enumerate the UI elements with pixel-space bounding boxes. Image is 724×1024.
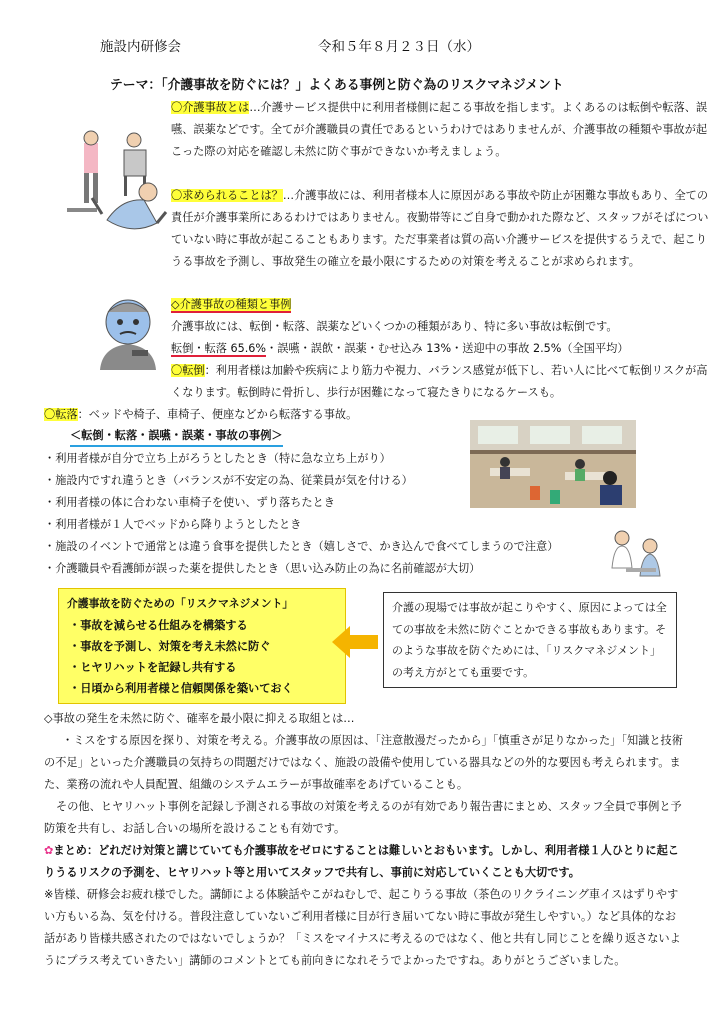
examples-title: ＜転倒・転落・誤嚥・誤薬・事故の事例＞ bbox=[70, 427, 283, 447]
accident-definition-heading: 〇介護事故とは bbox=[171, 101, 250, 114]
risk-item: ・事故を予測し、対策を考え未然に防ぐ bbox=[69, 640, 271, 653]
summary-text: まとめ：どれだけ対策と講じていても介護事故をゼロにすることは難しいとおもいます。しかし、利用者様１人ひとりに起こりうるリスクの予測を、ヒヤリハット等と用いてスタッフで共有し、事前に対応していくことも大切です。 bbox=[44, 844, 679, 879]
section-accident-definition bbox=[171, 97, 711, 163]
example-item: ・利用者様が１人でベッドから降りようとしたとき bbox=[44, 518, 302, 531]
tentou-label: 〇転倒 bbox=[171, 364, 205, 377]
tentou-body: ：利用者様は加齢や疾病により筋力や視力、バランス感覚が低下し、若い人に比べて転倒リスクが高くなります。転倒時に骨折し、歩行が困難になって寝たきりになるケースも。 bbox=[171, 364, 708, 399]
example-item: ・利用者様が自分で立ち上がろうとしたとき（特に急な立ち上がり） bbox=[44, 452, 391, 465]
section-requirements bbox=[171, 185, 711, 273]
tenraku-label: 〇転落 bbox=[44, 408, 78, 421]
initiatives-paragraph-1: ・ミスをする原因を探り、対策を考える。介護事故の原因は、「注意散漫だったから」「慎重さが足りなかった」「知識と技術の不足」といった介護職員の気持ちの問題だけではなく、施設の設備や使用している器具などの外的な要因も考えられます。また、業務の流れや人員配置、組織のシステムエラーが事故確率をあげていることも。 bbox=[44, 734, 683, 791]
header-date: 令和５年８月２３日（水） bbox=[318, 39, 480, 55]
tentou-block bbox=[171, 360, 711, 404]
initiatives-paragraph-2: その他、ヒヤリハット事例を記録し予測される事故の対策を考えるのが有効であり報告書にまとめ、スタッフ全員で事例と予防策を共有し、お話し合いの場所を設けることも有効です。 bbox=[44, 800, 682, 835]
risk-item: ・ヒヤリハットを記録し共有する bbox=[69, 661, 237, 674]
types-line1: 介護事故には、転倒・転落、誤薬などいくつかの種類があり、特に多い事故は転倒です。 bbox=[171, 320, 618, 333]
stats-others: ・誤嚥・誤飲・誤薬・むせ込み 13%・送迎中の事故 2.5%（全国平均） bbox=[266, 342, 629, 355]
flower-icon: ✿ bbox=[44, 844, 54, 857]
header-left: 施設内研修会 bbox=[100, 39, 181, 55]
types-heading-wrap bbox=[171, 294, 291, 316]
risk-item: ・日頃から利用者様と信頼関係を築いておく bbox=[69, 682, 293, 695]
closing-remarks: ※皆様、研修会お疲れ様でした。講師による体験話やこがねむしで、起こりうる事故（茶色のリクライニング車イスはずりやすい方もいる為、気を付ける。普段注意していないご利用者様に目が行き届いてない時に事故が発生しやすい。）など具体的なお話があり皆様共感されたのではないでしょうか？「ミスをマイナスに考えるのではなく、他と共有し同じことを繰り返さないようにプラス考えていきたい」講師のコメントとても前向きになれそうでよかったですね。ありがとうございました。 bbox=[44, 888, 681, 967]
dining-hall-photo bbox=[470, 420, 636, 508]
types-stats bbox=[171, 338, 629, 360]
summary-block bbox=[44, 840, 684, 884]
risk-management-box bbox=[58, 588, 346, 704]
requirements-body: …介護事故には、利用者様本人に原因がある事故や防止が困難な事故もあり、全ての責任が介護事業所にあるわけではありません。夜勤帯等にご自身で動かれた際など、スタッフがそばについていない時に事故が起こることもあります。ただ事業者は質の高い介護サービスを提供するうえで、起こりうる事故を予測し、事故発生の確立を最小限にするための対策を考えることが求められます。 bbox=[171, 189, 709, 268]
falling-illustration bbox=[62, 128, 170, 240]
example-item: ・介護職員や看護師が誤った薬を提供したとき（思い込み防止の為に名前確認が大切） bbox=[44, 562, 481, 575]
note-box: 介護の現場では事故が起こりやすく、原因によっては全ての事故を未然に防ぐことかできる事故もあります。そのような事故を防ぐためには、「リスクマネジメント」の考え方がとても重要です。 bbox=[383, 592, 677, 688]
example-item: ・利用者様の体に合わない車椅子を使い、ずり落ちたとき bbox=[44, 496, 335, 509]
example-item: ・施設内ですれ違うとき（バランスが不安定の為、従業員が気を付ける） bbox=[44, 474, 413, 487]
theme-title: テーマ：「介護事故を防ぐには？」よくある事例と防ぐ為のリスクマネジメント bbox=[110, 78, 564, 93]
risk-item: ・事故を減らせる仕組みを構築する bbox=[69, 619, 248, 632]
initiatives-heading: ◇事故の発生を未然に防ぐ、確率を最小限に抑える取組とは… bbox=[44, 712, 355, 725]
tenraku-block bbox=[44, 404, 357, 426]
risk-box-title: 介護事故を防ぐための「リスクマネジメント」 bbox=[67, 597, 294, 610]
accident-definition-body: …介護サービス提供中に利用者様側に起こる事故を指します。よくあるのは転倒や転落、誤嚥、誤薬などです。全てが介護職員の責任であるというわけではありませんが、介護事故の種類や事故が起こった際の対応を確認し未然に防ぐ事ができないか考えましょう。 bbox=[171, 101, 708, 158]
stats-falls: 転倒・転落 65.6% bbox=[171, 342, 267, 355]
example-item: ・施設のイベントで通常とは違う食事を提供したとき（嬉しさで、かき込んで食べてしまうので注意） bbox=[44, 540, 559, 553]
patient-pills-illustration bbox=[92, 292, 164, 370]
left-arrow-icon bbox=[330, 624, 380, 660]
types-heading: ◇介護事故の種類と事例 bbox=[171, 298, 292, 311]
requirements-heading: 〇求められることは？ bbox=[171, 189, 283, 202]
tenraku-body: ：ベッドや椅子、車椅子、便座などから転落する事故。 bbox=[77, 408, 358, 421]
meal-assist-illustration bbox=[606, 528, 666, 582]
